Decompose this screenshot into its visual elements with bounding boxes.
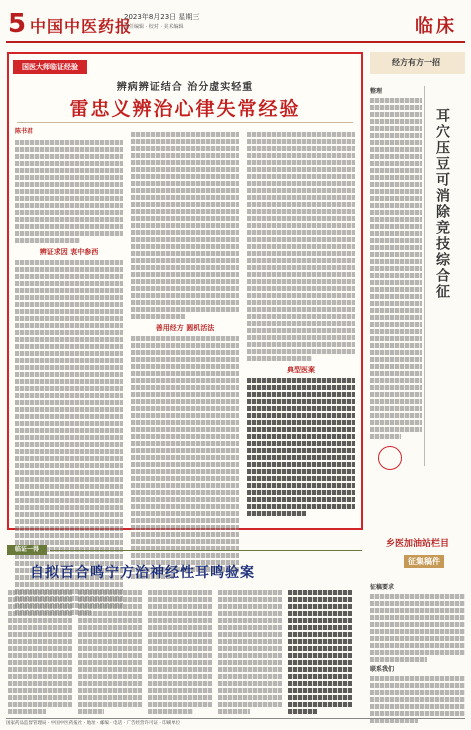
case-block bbox=[247, 365, 355, 516]
sidebar-vertical-title: 耳穴压豆可消除竞技综合征 bbox=[434, 108, 450, 300]
feature-tag: 国医大师临证经验 bbox=[13, 60, 87, 74]
header-rule bbox=[6, 41, 465, 43]
bottom-section-tag: 临证一得 bbox=[7, 545, 47, 555]
feature-column-2 bbox=[131, 132, 239, 581]
sidebar-text: 整理 bbox=[370, 84, 422, 441]
editors-line: 责任编辑 · 校对 · 美术编辑 bbox=[124, 24, 184, 30]
call-for-papers: 征稿要求 联系我们 bbox=[370, 580, 465, 725]
sidebar-divider bbox=[424, 86, 425, 466]
bottom-column-4 bbox=[218, 590, 282, 716]
feature-headline: 雷忠义辨治心律失常经验 bbox=[69, 98, 301, 120]
bottom-column-1 bbox=[8, 590, 72, 716]
bottom-section-rule bbox=[50, 550, 362, 551]
tip-badge: 征集稿件 bbox=[404, 555, 444, 568]
tip-title: 乡医加油站栏目 bbox=[385, 539, 449, 549]
page-footer: 国家药品监督管理局 · 中国中医药报社 · 地址 · 邮编 · 电话 · 广告经营许可证 · 印刷单位 bbox=[6, 718, 465, 726]
subhead-3: 典型医案 bbox=[287, 365, 315, 374]
bottom-column-3 bbox=[148, 590, 212, 716]
headline-rule bbox=[17, 122, 353, 123]
bottom-column-2 bbox=[78, 590, 142, 716]
feature-column-3 bbox=[247, 132, 355, 518]
bottom-column-5 bbox=[288, 590, 352, 716]
masthead bbox=[6, 10, 465, 42]
paper-name: 中国中医药报 bbox=[30, 17, 133, 36]
section-title: 临床 bbox=[415, 16, 457, 37]
sidebar-column-title: 经方有方一招 bbox=[370, 52, 465, 74]
subhead-1: 辨证求因 衷中参西 bbox=[39, 247, 99, 256]
feature-byline: 陈书君 bbox=[15, 128, 34, 135]
subhead-2: 善用经方 圆机活法 bbox=[155, 323, 215, 332]
column-call-banner bbox=[370, 530, 465, 570]
feature-article bbox=[7, 52, 363, 530]
page-number: 5 bbox=[8, 9, 27, 39]
feature-kicker: 辨病辨证结合 治分虚实轻重 bbox=[116, 82, 254, 93]
bottom-headline: 自拟百合鸣宁方治神经性耳鸣验案 bbox=[30, 565, 255, 581]
issue-date: 2023年8月23日 星期三 bbox=[124, 13, 200, 21]
decorative-seal-icon bbox=[378, 446, 402, 470]
